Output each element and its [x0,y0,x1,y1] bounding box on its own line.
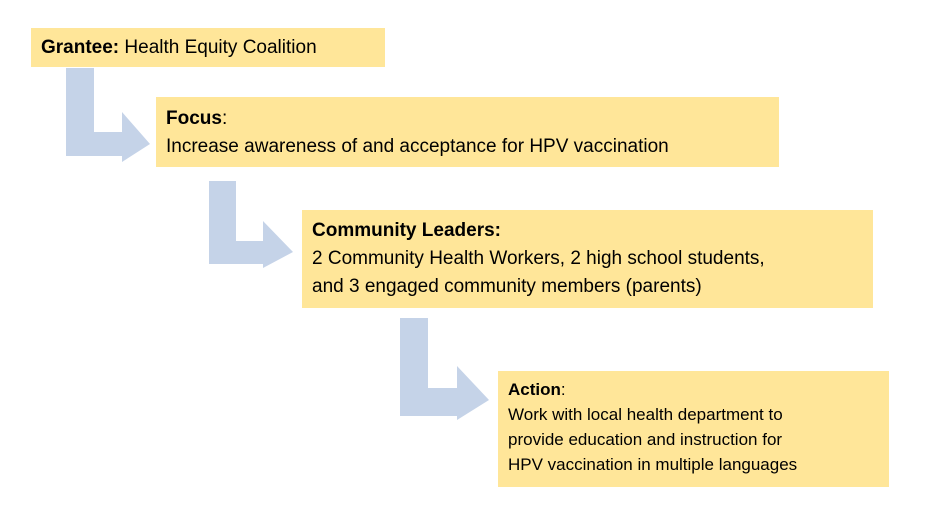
action-label: Action [508,380,561,399]
bent-arrow-leaders-to-action [400,318,489,420]
grantee-value: Health Equity Coalition [119,37,317,58]
community-leaders-label: Community Leaders: [312,220,501,241]
action-colon: : [560,380,566,399]
grantee-label: Grantee: [41,37,120,58]
action-line-2: provide education and instruction for [508,430,783,449]
action-line-1: Work with local health department to [508,405,783,424]
action-line-3: HPV vaccination in multiple languages [508,455,798,474]
community-leaders-line-1: 2 Community Health Workers, 2 high school students, [312,248,765,269]
community-leaders-box [302,210,873,308]
focus-label: Focus [166,108,222,129]
grantee-box [31,28,385,67]
focus-colon: : [221,108,228,129]
bent-arrow-grantee-to-focus [66,68,150,162]
grantee-line [41,37,385,59]
focus-box [156,97,779,167]
action-box [498,371,889,487]
action-heading [508,377,889,402]
community-leaders-line-2: and 3 engaged community members (parents) [312,276,702,297]
bent-arrow-focus-to-leaders [209,181,293,268]
focus-heading [166,105,779,133]
focus-text: Increase awareness of and acceptance for HPV vaccination [166,136,669,157]
